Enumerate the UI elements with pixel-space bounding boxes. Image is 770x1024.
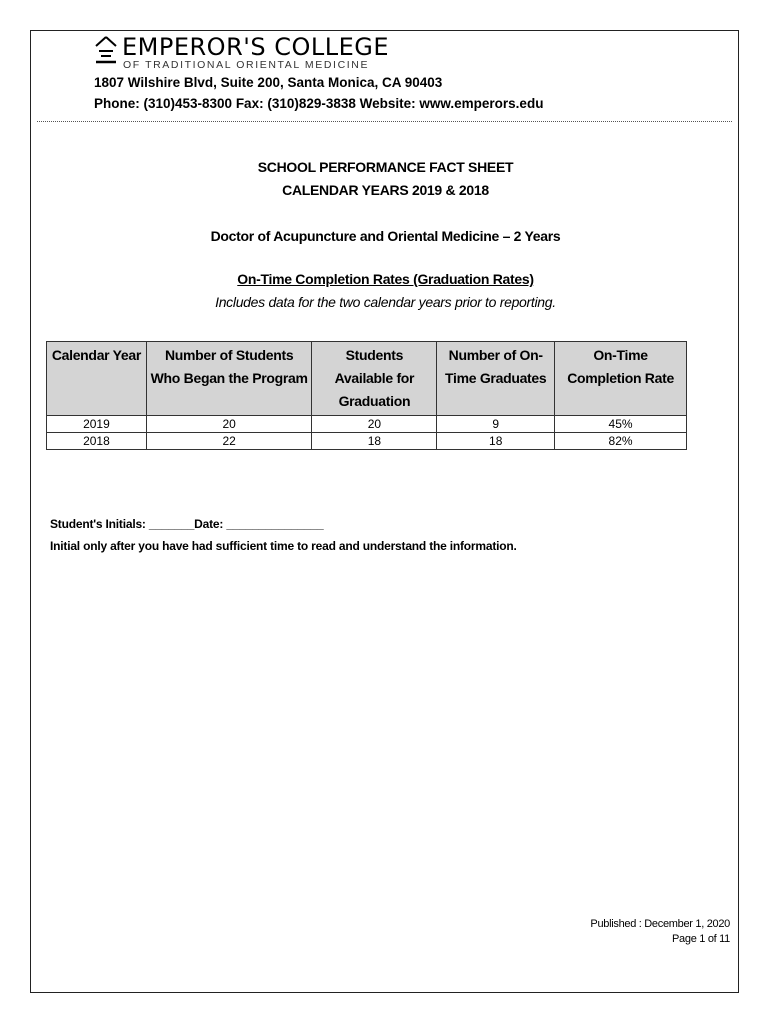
table-row [47,433,687,450]
initials-instruction: Initial only after you have had sufficient time to read and understand the information. [50,539,517,553]
table-cell: 45% [555,416,687,433]
table-header: Number of On-Time Graduates [437,342,555,416]
table-cell: 22 [146,433,312,450]
completion-rates-table [46,341,687,450]
table-cell: 2018 [47,433,147,450]
table-header: On-Time Completion Rate [555,342,687,416]
table-cell: 2019 [47,416,147,433]
logo-subtitle: OF TRADITIONAL ORIENTAL MEDICINE [123,59,370,71]
published-date: Published : December 1, 2020 [590,918,730,930]
college-logo [94,33,474,73]
program-name: Doctor of Acupuncture and Oriental Medicine – 2 Years [210,228,561,244]
table-header-row [47,342,687,416]
logo-wordmark: EMPEROR'S COLLEGE [122,33,390,61]
table-header: Students Available for Graduation [312,342,437,416]
section-heading: On-Time Completion Rates (Graduation Rates) [237,271,534,287]
doc-subtitle: CALENDAR YEARS 2019 & 2018 [282,182,489,198]
student-initials-field: Student's Initials: _______Date: _______________ [50,517,324,531]
page-number: Page 1 of 11 [672,933,730,945]
document-page [30,30,739,993]
table-header: Calendar Year [47,342,147,416]
table-header: Number of Students Who Began the Program [146,342,312,416]
table-cell: 18 [312,433,437,450]
table-cell: 20 [312,416,437,433]
section-note: Includes data for the two calendar years prior to reporting. [215,294,556,310]
table-row [47,416,687,433]
college-emblem-icon [94,36,118,66]
contact-line: Phone: (310)453-8300 Fax: (310)829-3838 Website: www.emperors.edu [94,96,544,111]
table-cell: 20 [146,416,312,433]
table-cell: 9 [437,416,555,433]
table-cell: 82% [555,433,687,450]
header-divider [37,121,732,122]
address-line: 1807 Wilshire Blvd, Suite 200, Santa Monica, CA 90403 [94,75,443,90]
table-cell: 18 [437,433,555,450]
doc-title: SCHOOL PERFORMANCE FACT SHEET [257,159,514,175]
